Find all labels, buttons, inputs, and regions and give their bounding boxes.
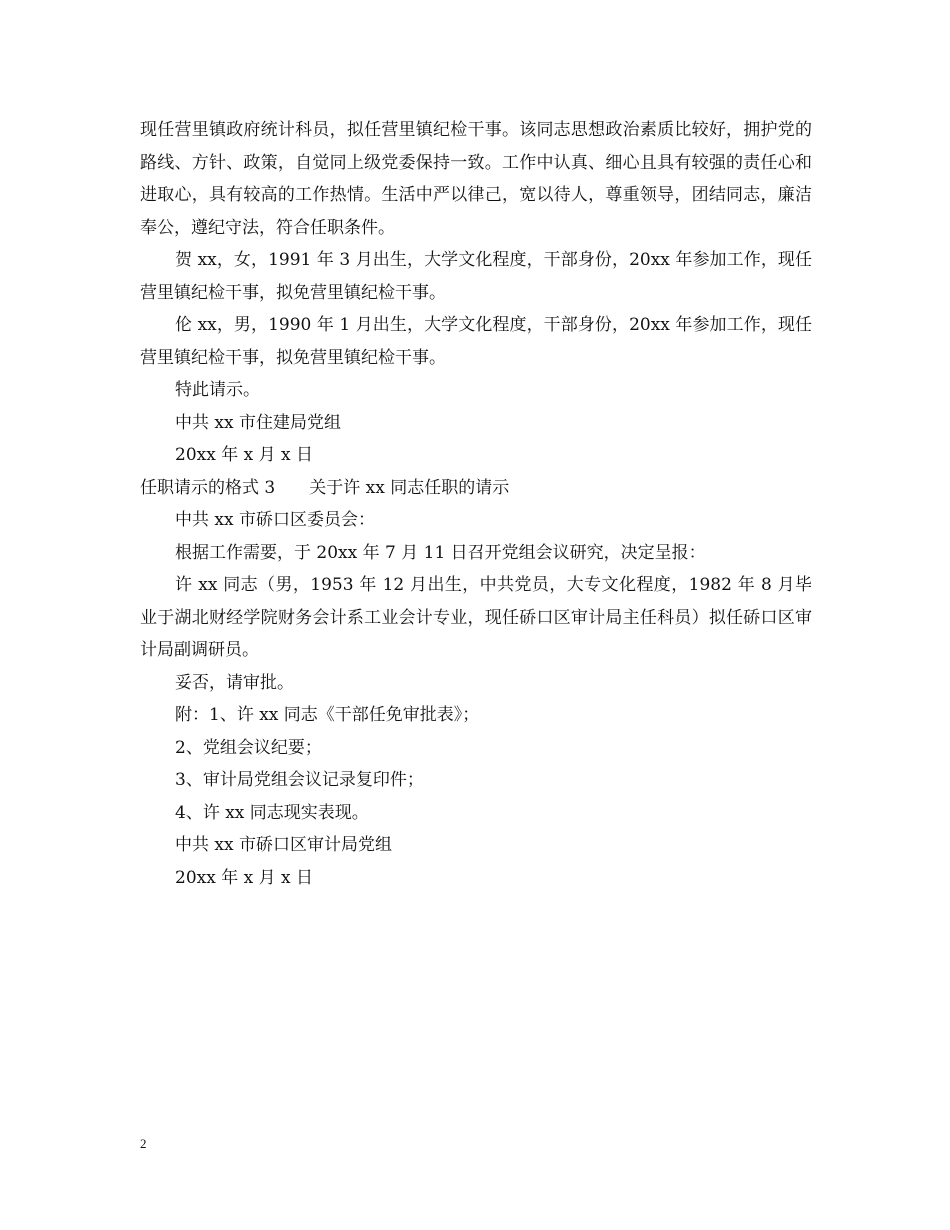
closing-request: 特此请示。 — [175, 380, 260, 400]
signature-organization: 中共 xx 市住建局党组 — [175, 412, 341, 433]
document-body — [140, 114, 812, 894]
attachment-line: 3、审计局党组会议记录复印件； — [175, 770, 424, 790]
signature-date: 20xx 年 x 月 x 日 — [175, 445, 314, 465]
body-paragraph: 贺 xx，女，1991 年 3 月出生，大学文化程度，干部身份，20xx 年参加工作，现任营里镇纪检干事，拟免营里镇纪检干事。 — [140, 250, 812, 303]
attachment-line: 2、党组会议纪要； — [175, 737, 322, 758]
signature-date: 20xx 年 x 月 x 日 — [175, 867, 314, 888]
attachment-line: 4、许 xx 同志现实表现。 — [175, 802, 369, 823]
page-number: 2 — [140, 1136, 147, 1151]
signature-organization: 中共 xx 市硚口区审计局党组 — [175, 835, 392, 855]
body-paragraph: 现任营里镇政府统计科员，拟任营里镇纪检干事。该同志思想政治素质比较好，拥护党的路线、方针、政策，自觉同上级党委保持一致。工作中认真、细心且具有较强的责任心和进取心，具有较高的工作热情。生活中严以律己，宽以待人，尊重领导，团结同志，廉洁奉公，遵纪守法，符合任职条件。 — [140, 120, 812, 238]
body-paragraph: 根据工作需要，于 20xx 年 7 月 11 日召开党组会议研究，决定呈报： — [175, 542, 706, 563]
approval-request: 妥否，请审批。 — [175, 672, 294, 693]
attachment-line: 附：1、许 xx 同志《干部任免审批表》； — [175, 705, 480, 725]
section-heading-left: 任职请示的格式 3 — [140, 477, 276, 498]
section-heading-right: 关于许 xx 同志任职的请示 — [309, 477, 510, 498]
section-heading — [140, 472, 812, 505]
body-paragraph: 伦 xx，男，1990 年 1 月出生，大学文化程度，干部身份，20xx 年参加工作，现任营里镇纪检干事，拟免营里镇纪检干事。 — [140, 315, 812, 368]
body-paragraph: 许 xx 同志（男，1953 年 12 月出生，中共党员，大专文化程度，1982 年 8 月毕业于湖北财经学院财务会计系工业会计专业，现任硚口区审计局主任科员）拟任硚口区审计局副调研员。 — [140, 575, 812, 660]
recipient-line: 中共 xx 市硚口区委员会： — [175, 510, 375, 530]
